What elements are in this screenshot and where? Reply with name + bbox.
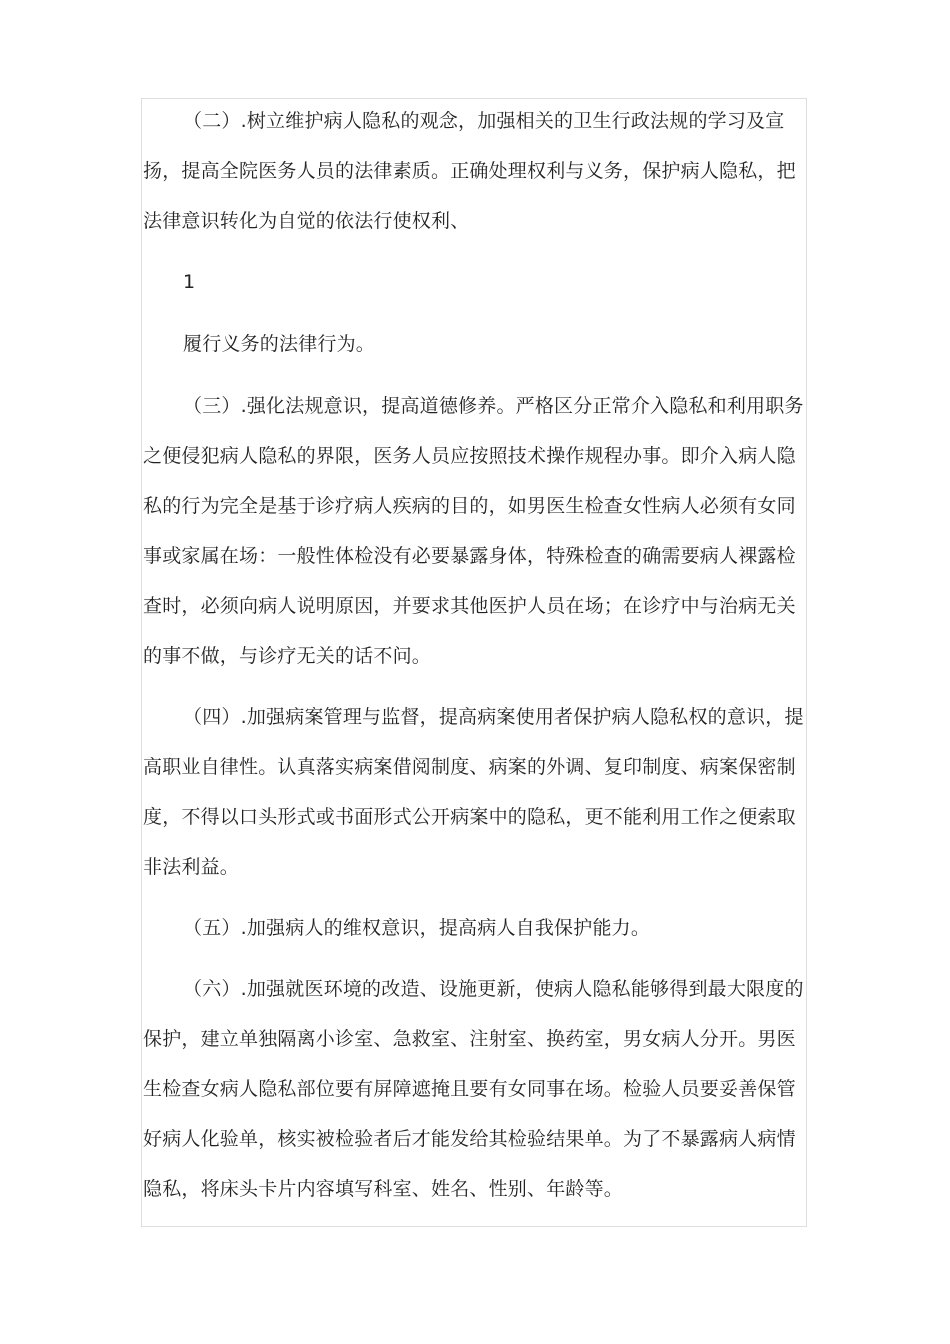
paragraph-6-line-5: 隐私，将床头卡片内容填写科室、姓名、性别、年龄等。 [143,1178,624,1200]
paragraph-2-line-3: 法律意识转化为自觉的依法行使权利、 [143,210,470,232]
paragraph-6-line-4: 好病人化验单，核实被检验者后才能发给其检验结果单。为了不暴露病人病情 [143,1128,796,1150]
paragraph-6-line-3: 生检查女病人隐私部位要有屏障遮掩且要有女同事在场。检验人员要妥善保管 [143,1078,796,1100]
paragraph-2-line-1: （二）.树立维护病人隐私的观念，加强相关的卫生行政法规的学习及宣 [183,110,785,132]
paragraph-4-line-4: 非法利益。 [143,856,240,878]
paragraph-5-line-1: （五）.加强病人的维权意识，提高病人自我保护能力。 [183,917,651,939]
page-number: 1 [183,271,196,293]
paragraph-3-line-6: 的事不做，与诊疗无关的话不问。 [143,645,432,667]
paragraph-3-line-5: 查时，必须向病人说明原因，并要求其他医护人员在场；在诊疗中与治病无关 [143,595,796,617]
paragraph-4-line-1: （四）.加强病案管理与监督，提高病案使用者保护病人隐私权的意识，提 [183,706,804,728]
paragraph-2-continuation: 履行义务的法律行为。 [183,333,376,355]
paragraph-3-line-1: （三）.强化法规意识，提高道德修养。严格区分正常介入隐私和利用职务 [183,395,804,417]
paragraph-4-line-3: 度，不得以口头形式或书面形式公开病案中的隐私，更不能利用工作之便索取 [143,806,796,828]
paragraph-3-line-4: 事或家属在场：一般性体检没有必要暴露身体，特殊检查的确需要病人裸露检 [143,545,796,567]
paragraph-3-line-2: 之便侵犯病人隐私的界限，医务人员应按照技术操作规程办事。即介入病人隐 [143,445,796,467]
paragraph-6-line-2: 保护，建立单独隔离小诊室、急救室、注射室、换药室，男女病人分开。男医 [143,1028,796,1050]
paragraph-4-line-2: 高职业自律性。认真落实病案借阅制度、病案的外调、复印制度、病案保密制 [143,756,796,778]
paragraph-6-line-1: （六）.加强就医环境的改造、设施更新，使病人隐私能够得到最大限度的 [183,978,804,1000]
paragraph-2-line-2: 扬，提高全院医务人员的法律素质。正确处理权利与义务，保护病人隐私，把 [143,160,796,182]
paragraph-3-line-3: 私的行为完全是基于诊疗病人疾病的目的，如男医生检查女性病人必须有女同 [143,495,796,517]
